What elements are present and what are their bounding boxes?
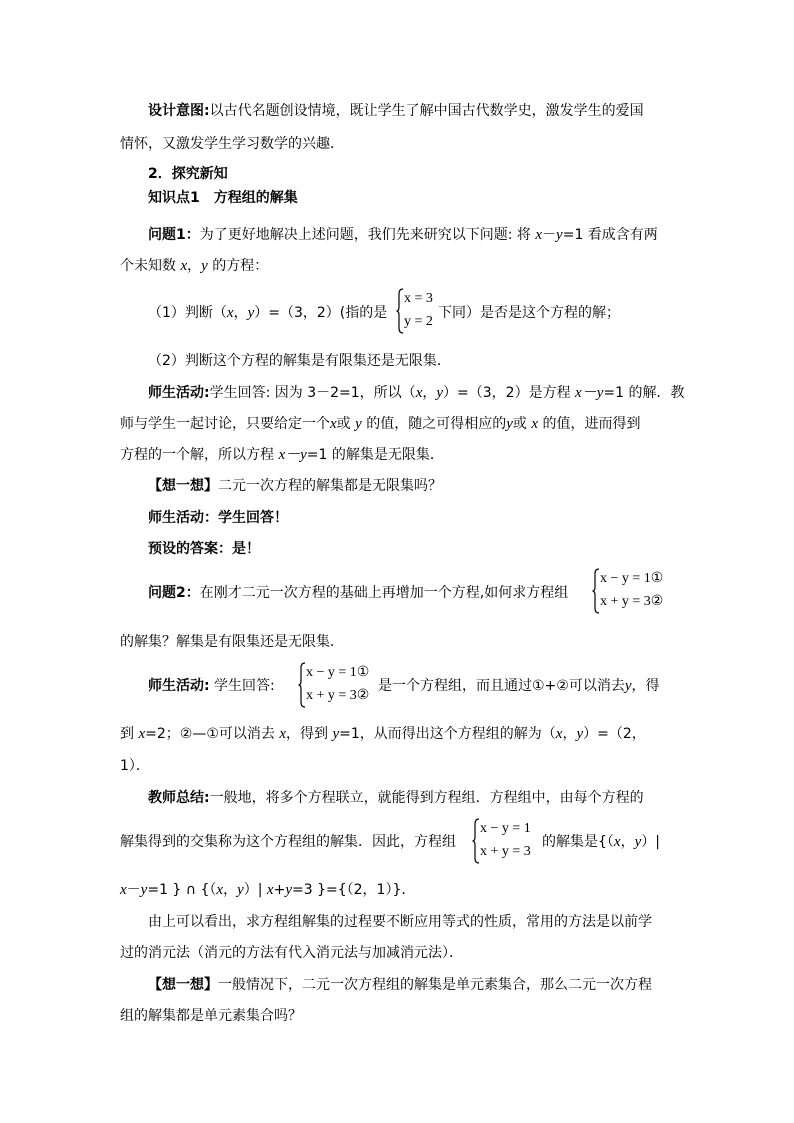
brace-icon [396,288,404,334]
brace-icon [592,568,600,614]
problem1-item1: （1）判断（x，y）=（3，2）(指的是 [148,305,388,321]
summary-line2: 解集得到的交集称为这个方程组的解集．因此，方程组 [120,834,456,850]
think2-line1: 【想一想】一般情况下，二元一次方程组的解集是单元素集合，那么二元一次方程 [148,977,652,993]
activity1-line3: 方程的一个解，所以方程 x－y=1 的解集是无限集． [120,447,444,463]
activity3-line3: 1）． [120,758,150,774]
think1: 【想一想】二元一次方程的解集都是无限集吗？ [148,478,442,494]
think2-line2: 组的解集都是单元素集合吗？ [120,1008,302,1024]
summary-line2-tail: 的解集是{（x，y）| [542,834,660,850]
problem1-item1-tail: 下同）是否是这个方程的解； [438,305,620,321]
problem2-line1: 问题2：在刚才二元一次方程的基础上再增加一个方程,如何求方程组 [148,585,569,601]
equation-system-summary: x − y = 1 x + y = 3 [472,818,552,864]
activity3-line2: 到 x=2；②—①可以消去 x，得到 y=1，从而得出这个方程组的解为（x，y）=（2， [120,726,646,742]
equation-system-act3: x − y = 1① x + y = 3② [298,662,378,708]
equation-system-xy: x = 3 y = 2 [396,288,436,334]
brace-icon [472,818,480,864]
problem1-line2: 个未知数 x，y 的方程： [120,258,269,274]
preset-answer: 预设的答案：是！ [148,541,260,557]
paragraph2-line1: 由上可以看出，求方程组解集的过程要不断应用等式的性质，常用的方法是以前学 [148,914,652,930]
brace-icon [298,662,306,708]
paragraph2-line2: 过的消元法（消元的方法有代入消元法与加减消元法）． [120,945,463,961]
problem1-line1: 问题1：为了更好地解决上述问题，我们先来研究以下问题: 将 x－y=1 看成含有两 [148,227,658,243]
activity2: 师生活动：学生回答！ [148,510,288,526]
summary-line3: x－y=1 } ∩ {（x，y）| x+y=3 }={（2，1）}． [120,882,416,898]
design-intent-line2: 情怀，又激发学生学习数学的兴趣． [120,136,344,152]
problem2-line2: 的解集？解集是有限集还是无限集． [120,634,344,650]
section-heading: 2．探究新知 [148,166,228,182]
knowledge-point-heading: 知识点1 方程组的解集 [148,190,298,206]
activity1-line1: 师生活动:学生回答: 因为 3－2=1，所以（x，y）=（3，2）是方程 x－y=1 的解．教 [148,385,685,401]
activity3-line1: 师生活动: 学生回答: [148,678,275,694]
activity3-line1-tail: 是一个方程组，而且通过①+②可以消去y，得 [378,678,660,694]
activity1-line2: 师与学生一起讨论，只要给定一个x或 y 的值，随之可得相应的y或 x 的值，进而得到 [120,416,641,432]
equation-system-q2: x − y = 1① x + y = 3② [592,568,682,614]
problem1-item2: （2）判断这个方程的解集是有限集还是无限集． [148,353,451,369]
design-intent-line1: 设计意图:以古代名题创设情境，既让学生了解中国古代数学史，激发学生的爱国 [148,103,644,119]
design-intent-label: 设计意图: [148,103,210,119]
summary-line1: 教师总结:一般地，将多个方程联立，就能得到方程组．方程组中，由每个方程的 [148,790,644,806]
